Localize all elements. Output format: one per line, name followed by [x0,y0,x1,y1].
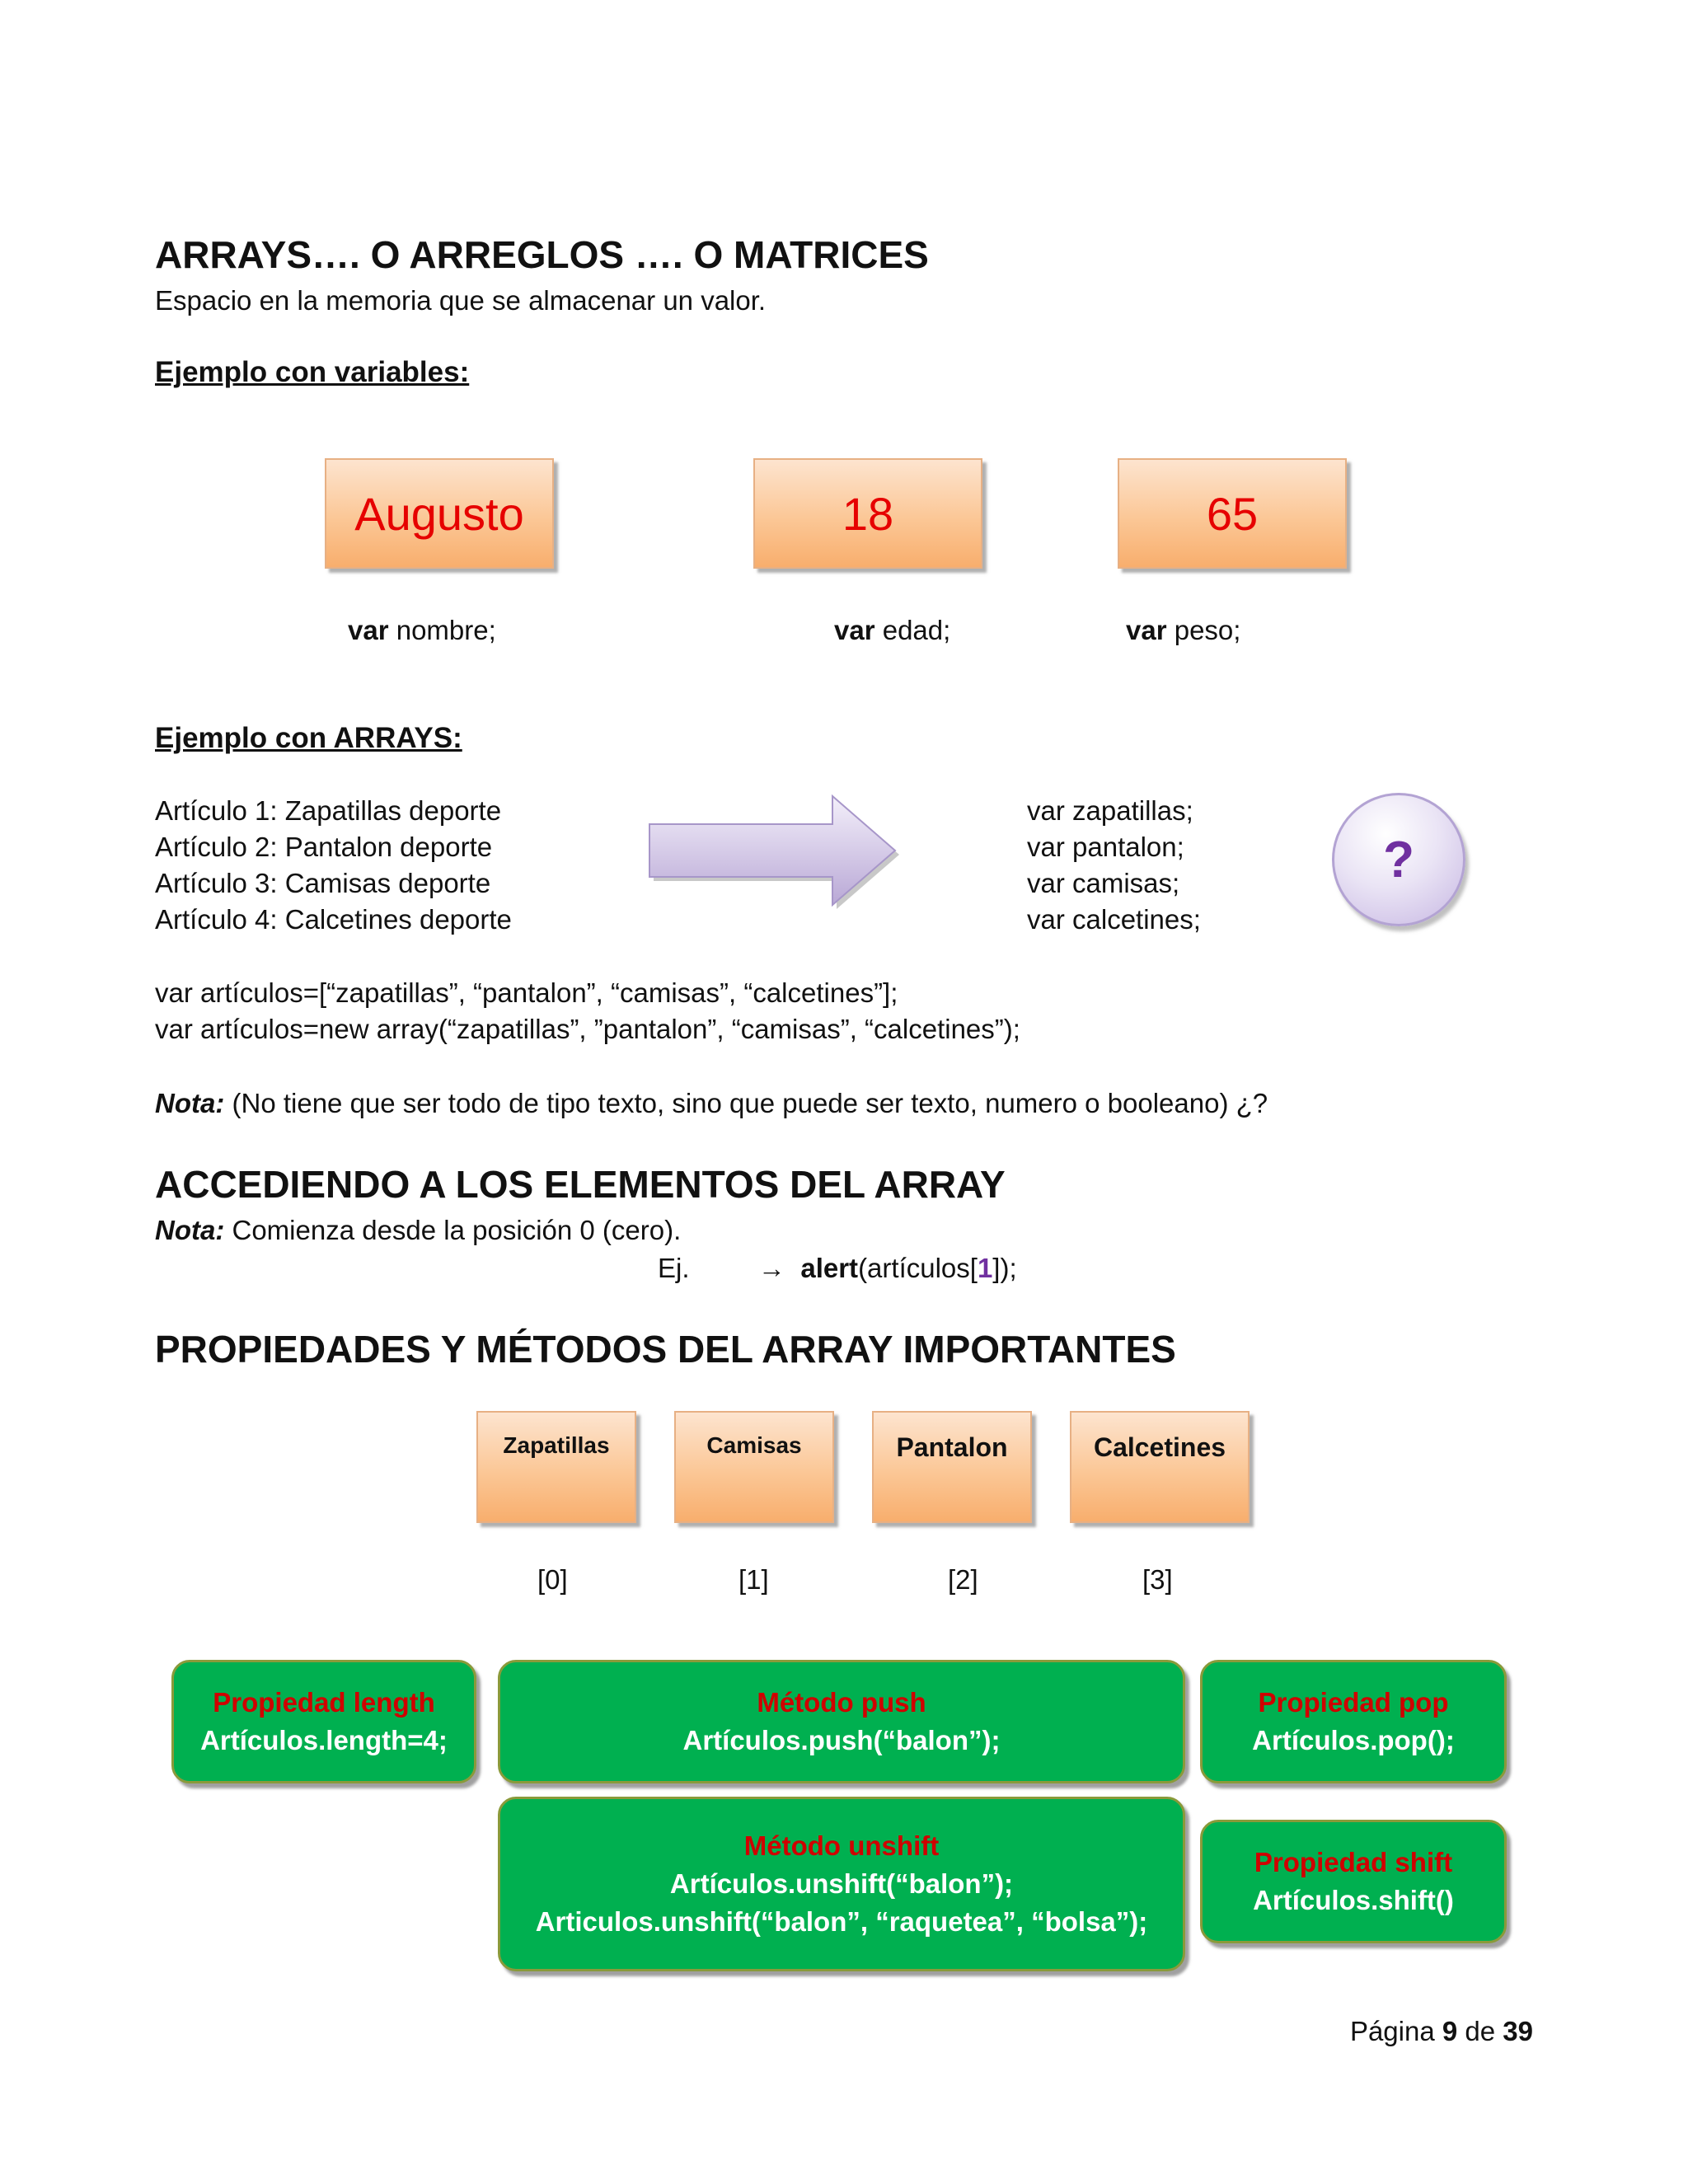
note-text: Comienza desde la posición 0 (cero). [224,1215,682,1245]
var-box-nombre [325,458,554,569]
page-middle: de [1457,2016,1503,2046]
alert-function: alert [800,1253,859,1283]
method-code: Artículos.unshift(“balon”); [669,1868,1014,1899]
array-item-label: Camisas [706,1432,802,1458]
page-number [1350,2016,1533,2047]
method-code: Articulos.unshift(“balon”, “raquetea”, “bolsa”); [535,1906,1148,1937]
note-label: Nota: [155,1088,225,1118]
note-zero-index [155,1215,681,1246]
question-circle-icon [1332,793,1465,926]
array-item-box [476,1411,636,1523]
page-current: 9 [1442,2016,1458,2046]
var-label-peso [1126,615,1240,646]
section-description: Espacio en la memoria que se almacenar un valor. [155,285,767,316]
var-box-value: 18 [842,487,894,540]
method-title: Propiedad shift [1254,1847,1453,1877]
subtitle-arrays: Ejemplo con ARRAYS: [155,722,462,754]
var-keyword: var [1126,615,1167,645]
array-index-label: [1] [738,1564,769,1595]
method-box-unshift [498,1797,1185,1971]
method-code: Artículos.pop(); [1252,1725,1455,1755]
list-item: var pantalon; [1027,832,1184,862]
page-total: 39 [1503,2016,1533,2046]
method-code: Artículos.push(“balon”); [682,1725,1001,1755]
var-decl-list [1027,793,1201,938]
subtitle-variables: Ejemplo con variables: [155,356,470,388]
arrow-icon: → [758,1253,785,1283]
array-item-box [1070,1411,1250,1523]
alert-index: 1 [977,1253,993,1283]
list-item: Artículo 3: Camisas deporte [155,868,491,898]
var-label-edad [834,615,950,646]
section-title-access: ACCEDIENDO A LOS ELEMENTOS DEL ARRAY [155,1163,1006,1206]
article-list [155,793,512,938]
method-box-pop [1200,1660,1507,1783]
right-arrow-icon [643,790,907,910]
var-keyword: var [834,615,875,645]
list-item: var calcetines; [1027,904,1201,935]
section-title-arrays: ARRAYS…. O ARREGLOS …. O MATRICES [155,233,929,276]
list-item: Artículo 4: Calcetines deporte [155,904,512,935]
array-item-label: Pantalon [896,1432,1008,1462]
list-item: var zapatillas; [1027,795,1193,826]
var-name: nombre; [388,615,496,645]
code-line-literal: var artículos=[“zapatillas”, “pantalon”, “camisas”, “calcetines”]; [155,977,898,1008]
alert-args-close: ]); [992,1253,1017,1283]
method-title: Propiedad pop [1258,1687,1449,1718]
example-label: Ej. [658,1253,690,1283]
note-types [155,1088,1268,1119]
note-text: (No tiene que ser todo de tipo texto, sino que puede ser texto, numero o booleano) ¿? [224,1088,1268,1118]
method-code: Artículos.shift() [1253,1885,1454,1915]
page-prefix: Página [1349,2016,1442,2046]
list-item: var camisas; [1027,868,1180,898]
var-box-peso [1118,458,1347,569]
method-title: Método unshift [743,1830,940,1861]
note-label: Nota: [155,1215,225,1245]
method-title: Método push [757,1687,926,1718]
method-box-length [171,1660,476,1783]
var-keyword: var [348,615,389,645]
var-box-value: Augusto [354,487,524,540]
code-line-constructor: var artículos=new array(“zapatillas”, ”pantalon”, “camisas”, “calcetines”); [155,1014,1020,1044]
var-name: edad; [874,615,951,645]
method-box-shift [1200,1820,1507,1943]
method-box-push [498,1660,1185,1783]
example-code [758,1253,1017,1284]
var-box-edad [753,458,982,569]
var-box-value: 65 [1206,487,1259,540]
array-item-label: Zapatillas [503,1432,610,1458]
list-item: Artículo 2: Pantalon deporte [155,832,493,862]
array-item-box [674,1411,834,1523]
method-code: Artículos.length=4; [200,1725,448,1755]
method-title: Propiedad length [213,1687,435,1718]
array-item-label: Calcetines [1093,1432,1226,1462]
array-index-label: [0] [537,1564,568,1595]
array-index-label: [3] [1142,1564,1173,1595]
section-title-methods: PROPIEDADES Y MÉTODOS DEL ARRAY IMPORTANTES [155,1328,1176,1371]
list-item: Artículo 1: Zapatillas deporte [155,795,502,826]
var-name: peso; [1166,615,1241,645]
alert-args-open: (artículos[ [858,1253,978,1283]
array-item-box [872,1411,1032,1523]
array-index-label: [2] [948,1564,978,1595]
var-label-nombre [348,615,496,646]
question-mark: ? [1383,831,1414,888]
